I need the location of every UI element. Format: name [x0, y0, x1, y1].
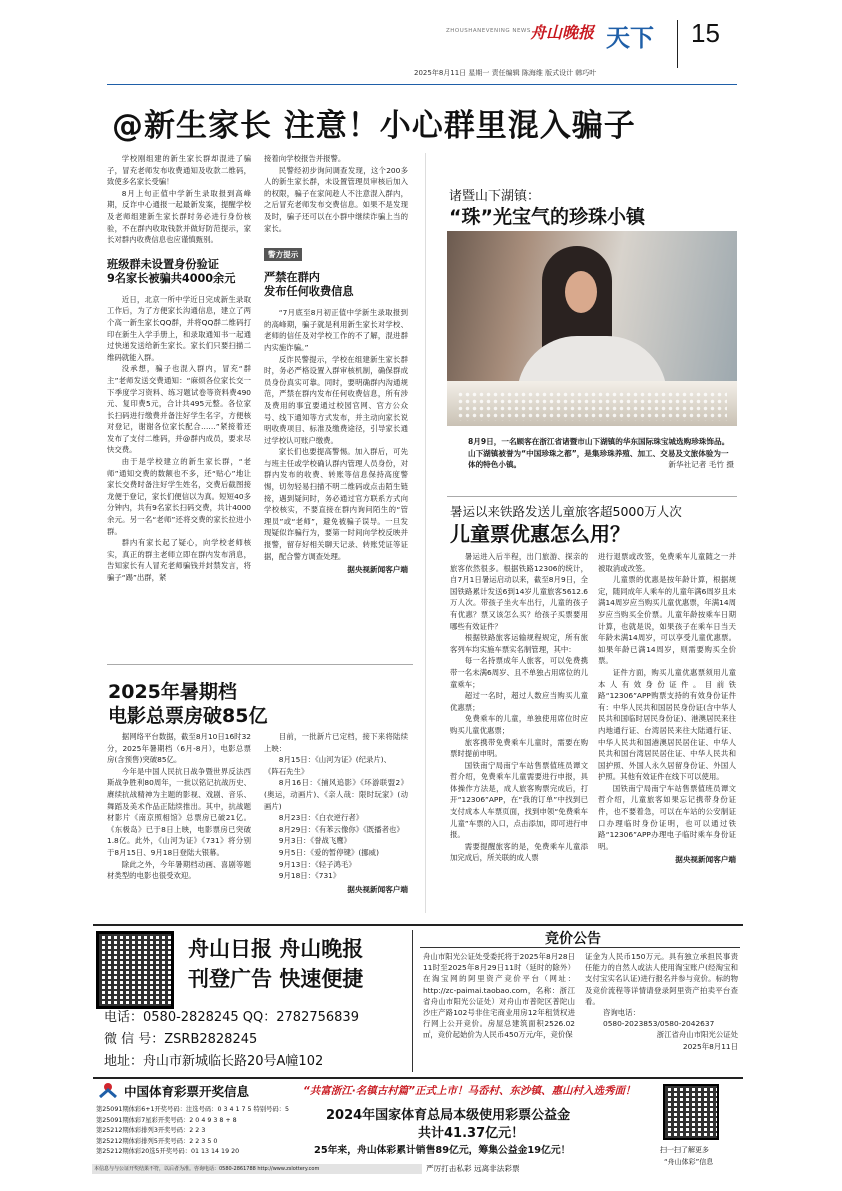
- paragraph: 民警经初步询问调查发现，这个200多人的新生家长群，未设置管理员审核后加入的权限，骗子在家间趁人不注意混入群内，之后冒充老师发布交费信息。如果不是发现及时，骗子还可以在小群中继续诈骗上当的家长。: [264, 165, 408, 233]
- auction-rule: [420, 947, 740, 948]
- lottery-result-row: 第25091期体彩7星彩开奖号码：2 0 4 9 3 8 + 8: [96, 1116, 237, 1124]
- ad-address: 地址：舟山市新城临长路20号A幢102: [104, 1054, 324, 1069]
- main-headline: @新生家长 注意！小心群里混入骗子: [112, 108, 636, 144]
- masthead-en: ZHOUSHANEVENING NEWS: [446, 28, 531, 34]
- photo-face: [565, 271, 597, 313]
- lottery-headline-2: 共计41.37亿元！: [418, 1126, 525, 1141]
- movie-top-rule: [107, 664, 413, 665]
- column-divider: [425, 153, 426, 913]
- qr-pattern: [665, 1086, 717, 1138]
- auction-phones: 0580-2023853/0580-2042637: [603, 1019, 715, 1029]
- subheading-1b: 9名家长被骗共4000余元: [107, 271, 236, 285]
- lottery-headline-1: 2024年国家体育总局本级使用彩票公益金: [326, 1108, 571, 1123]
- schedule-item: 8月15日：《山河为证》(纪录片)、: [278, 755, 392, 765]
- paragraph: “7月底至8月初正值中学新生录取报到的高峰期，骗子就是利用新生家长对学校、老师的信任及对学校工作的不了解，混进群内实施诈骗。”: [264, 308, 408, 352]
- ticket-top-rule: [447, 496, 737, 497]
- movie-title-2: 电影总票房破85亿: [108, 705, 268, 727]
- ad-qr-code[interactable]: [96, 931, 174, 1009]
- caption-text: 8月9日，一名顾客在浙江省诸暨市山下湖镇的华东国际珠宝城选购珍珠饰品。山下湖镇被誉为“中国珍珠之都”，是集珍珠养殖、加工、交易及文旅体验为一体的特色小镇。: [468, 437, 730, 470]
- auction-title: 竞价公告: [545, 931, 601, 947]
- schedule-item: 8月16日：《捕风追影》《环游联盟2》(奥运，动画片)、《亲人哉：限时玩家》(动画片): [264, 778, 408, 811]
- lottery-result-row: 第25212期体彩排列3开奖号码：2 2 3: [96, 1127, 206, 1135]
- article-source: 据央视新闻客户端: [347, 565, 408, 575]
- paragraph: 国铁南宁局南宁车站售票值班员谭文哲介绍，免费乘车儿童需要进行申报，具体操作方法是，成人旅客购票完成后，打开“12306”APP，在“我的订单”中找到已支付成本人车票页面，找到申领“免费乘车儿童”车票的入口，点击添加，即可进行申报。: [450, 760, 588, 840]
- page-number: 15: [691, 18, 720, 48]
- schedule-item: 8月29日：《有苯云像你》《既播者也》: [278, 824, 404, 834]
- lottery-result-row: 第25212期体彩排列5开奖号码：2 2 3 5 0: [96, 1137, 218, 1145]
- lottery-slogan: “共富浙江·名镇古村篇”正式上市！马岙村、东沙镇、惠山村入选秀面！: [303, 1085, 636, 1097]
- qr-pattern: [99, 934, 171, 1006]
- movie-source: 据央视新闻客户端: [347, 884, 408, 894]
- photo-pearls: [457, 391, 727, 421]
- section-name: 天下: [606, 23, 654, 52]
- ad-wechat: 微 信 号：ZSRB2828245: [104, 1032, 258, 1047]
- paragraph: 近日，北京一所中学近日完成新生录取工作后，为了方便家长沟通信息，建立了两个高一新生家长QQ群，并将QQ群二维码打印在新生入学手册上，和录取通知书一起通过快递发送给新生家长。家长们只要扫描二维码就能入群。: [107, 294, 251, 362]
- police-tip-tag: 警方提示: [264, 248, 302, 261]
- paragraph: 8月上旬正值中学新生录取报到高峰期，反诈中心通报一起最新发案，提醒学校及老师组建新生家长群时务必进行身份核验，不在群内收取钱款并做好防范提示，家长对群内收费信息也应谨慎甄别。: [107, 188, 251, 245]
- movie-col1: [107, 731, 251, 882]
- dateline: 2025年8月11日 星期一 责任编辑 陈海维 版式设计 韩巧叶: [414, 69, 597, 77]
- paragraph: 家长们也要提高警惕。加入群后，可先与班主任或学校确认群内管理人员身份，对群内发布的收费、转账等信息保持高度警惕，切勿轻易扫描不明二维码或点击陌生链接，遇到疑问时，务必通过官方联系方式向学校核实，不要直接在群内询问陌生的“管理员”或“老师”，避免被骗子误导。一旦发现疑似诈骗行为，要第一时间向学校反映并报警，留存好相关聊天记录、转账凭证等证据，配合警方调查处理。: [264, 447, 408, 561]
- ad-divider: [412, 930, 413, 1072]
- paragraph: 需要提醒旅客的是，免费乘车儿童添加完成后，所关联的成人票: [450, 841, 588, 863]
- ad-line1: 舟山日报 舟山晚报: [188, 937, 364, 961]
- movie-title-1: 2025年暑期档: [108, 681, 237, 703]
- ticket-title: 儿童票优惠怎么用？: [450, 522, 630, 546]
- paragraph: 超过一名时，超过人数应当购买儿童优惠票；: [450, 691, 588, 712]
- article-scam-col1: [107, 153, 251, 584]
- paragraph: 儿童票的优惠是按年龄计算，根据规定，随同成年人乘车的儿童年满6周岁且未满14周岁应当购买儿童优惠票，年满14周岁应当购买全价票。儿童年龄按乘车日期计算，也就是说，如果孩子在乘车日当天年龄未满14周岁，可以享受儿童优惠票。如果年龄已满14周岁，则需要购买全价票。: [598, 575, 736, 666]
- ticket-col2: [598, 551, 736, 865]
- paragraph: 旅客携带免费乘车儿童时，需要在购票时提前申明。: [450, 737, 588, 759]
- auction-org: 浙江省舟山市阳光公证处: [656, 1030, 738, 1040]
- paragraph: 反诈民警提示，学校在组建新生家长群时，务必严格设置入群审核机制，确保群成员身份真实可靠。同时，要明确群内沟通规范，严禁在群内发布任何收费信息，所有涉及费用的事宜要通过校园官网、官方公众号、线下通知等方式发布，并主动向家长说明收费项目、标准及缴费途径，引导家长通过学校认可账户缴费。: [264, 354, 408, 445]
- ads-top-rule: [93, 924, 743, 926]
- auction-contact: 咨询电话：: [603, 1008, 640, 1018]
- paragraph: 进行退票或改签，免费乘车儿童随之一并被取消或改签。: [598, 552, 736, 573]
- article-scam-col2: [264, 153, 408, 575]
- schedule-item: 9月18日：《731》: [278, 871, 341, 881]
- paragraph: 免费乘车的儿童，单独使用席位时应购买儿童优惠票；: [450, 714, 588, 735]
- auction-paragraph: 证金为人民币150万元。具有独立承担民事责任能力的自然人或法人使用淘宝账户(经淘宝和支付宝实名认证)进行报名并参与竞价。标的物及竞价流程等详情请登录阿里资产拍卖平台查看。: [585, 952, 738, 1006]
- paragraph: 除此之外，今年暑期档动画、喜剧等题材类型的电影也很受欢迎。: [107, 859, 251, 881]
- paragraph: 学校刚组建的新生家长群却混进了骗子，冒充老师发布收费通知及收款二维码，致使多名家长受骗！: [107, 154, 251, 187]
- pearl-photo: [447, 231, 737, 426]
- paragraph: 据网络平台数据，截至8月10日16时32分，2025年暑期档（6月-8月），电影总票房(含预售)突破85亿。: [107, 732, 251, 765]
- paragraph: 根据铁路旅客运输规程规定，所有旅客列车均实施车票实名制管理，其中：: [450, 633, 588, 654]
- pearl-kicker: 诸暨山下湖镇：: [449, 189, 541, 204]
- schedule-item: 《阵石先生》: [264, 766, 309, 776]
- pearl-caption: [468, 436, 734, 471]
- ticket-source: 据央视新闻客户端: [675, 855, 736, 865]
- schedule-item: 8月23日：《白衣逆行者》: [278, 813, 364, 823]
- subheading-2a: 严禁在群内: [264, 271, 320, 285]
- lottery-footer: 本信息与与公证开奖结果不符，以后者为准。咨询电话：0580-2861788 http://www.zslottery.com: [92, 1164, 422, 1174]
- subheading-1a: 班级群未设置身份验证: [107, 257, 219, 271]
- lottery-warning: 严厉打击私彩 远离非法彩票: [426, 1164, 520, 1173]
- schedule-item: 9月3日：《誉战飞鹰》: [278, 836, 352, 846]
- ad-line2: 刊登广告 快速便捷: [188, 967, 364, 991]
- lottery-qr-note-2: “舟山体彩”信息: [664, 1158, 714, 1166]
- schedule-item: 9月5日：《爱的暂停键》(挪威): [278, 847, 379, 857]
- auction-date: 2025年8月11日: [682, 1041, 738, 1051]
- photo-credit: 新华社记者 毛竹 摄: [668, 460, 734, 470]
- lottery-qr-note-1: 扫一扫了解更多: [660, 1146, 709, 1154]
- paragraph: 国铁南宁局南宁车站售票值班员谭文哲介绍，儿童旅客如果忘记携带身份证件，也不要着急，可以在车站的公安制证口办理临时身份证明，也可以通过铁路“12306”APP办理电子临时乘车身份证明。: [598, 783, 736, 851]
- paragraph: 暑运进入后半程，出门旅游、探亲的旅客依然很多。根据铁路12306的统计，自7月1日暑运启动以来，截至8月9日，全国铁路累计发送6到14岁儿童旅客5612.6万人次。带孩子坐火车出行，儿童的孩子有优惠？票又该怎么买？给孩子买票要用哪些有效证件？: [450, 552, 588, 631]
- paragraph: 目前，一批新片已定档，接下来将陆续上映：: [264, 732, 408, 753]
- paragraph: 证件方面，购买儿童优惠票须用儿童本人有效身份证件。目前铁路“12306”APP购票支持的有效身份证件有：中华人民共和国居民身份证(含中华人民共和国临时居民身份证)、港澳居民来往内地通行证、台湾居民来往大陆通行证、中华人民共和国港澳居民居住证、中华人民共和国台湾居民居住证、中华人民共和国护照、外国人永久居留身份证、外国人护照。其他有效证件在线下可以使用。: [598, 667, 736, 782]
- paragraph: 今年是中国人民抗日战争暨世界反法西斯战争胜利80周年，一批以铭记抗战历史、赓续抗战精神为主题的影视、戏剧、音乐、舞蹈及美术作品正陆续推出。其中，抗战题材影片《南京照相馆》总票房已破21亿。《东极岛》已于8日上映，电影票房已突破1.8亿。此外，《山河为证》《731》将分别于8月15日、9月18日登陆大银幕。: [107, 766, 251, 857]
- paragraph: 每一名持票成年人旅客，可以免费携带一名未满6周岁、且不单独占用席位的儿童乘车；: [450, 656, 588, 689]
- lottery-headline-3: 25年来，舟山体彩累计销售89亿元，筹集公益金19亿元！: [314, 1145, 571, 1156]
- schedule-item: 9月13日：《轻子鸿毛》: [278, 859, 356, 869]
- header-rule: [107, 84, 737, 85]
- ad-phone: 电话：0580-2828245 QQ：2782756839: [104, 1010, 359, 1025]
- newspaper-logo: 舟山晚报: [530, 23, 595, 42]
- lottery-results: [96, 1105, 314, 1158]
- auction-text-1: 舟山市阳光公证处受委托将于2025年8月28日11时至2025年8月29日11时（延时的除外）在淘宝网的阿里资产竞价平台（网址：http://zc-paimai.taobao.com，名称：浙江省舟山市阳光公证处）对舟山市普陀区普陀山沙庄产路102号非住宅商业用房12年租赁权进行网上公开竞价。房屋总建筑面积2526.02㎡，竞价起始价为人民币450万元/年，竞价保: [423, 952, 575, 1040]
- auction-text-2: [585, 951, 738, 1052]
- ticket-col1: [450, 551, 588, 864]
- lottery-title: 中国体育彩票开奖信息: [124, 1084, 250, 1099]
- paragraph: 没承想，骗子也混入群内，冒充“群主”老师发送交费通知：“麻烦各位家长交一下季度学习资料、练习题试卷等资料费490元、复印费5元，合计共495元整。各位家长扫码进行缴费并备注好学生名字，方便核对登记，谢谢各位家长配合……”紧接着还发布了支付二维码，并@群内成员，要求尽快交费。: [107, 364, 251, 455]
- ticket-kicker: 暑运以来铁路发送儿童旅客超5000万人次: [450, 504, 682, 519]
- header-divider: [677, 20, 678, 68]
- lottery-top-rule: [93, 1077, 743, 1079]
- lottery-result-row: 第25091期体彩6+1开奖号码：注选号码：0 3 4 1 7 5 特别号码：5: [96, 1106, 290, 1113]
- paragraph: 由于是学校建立的新生家长群，“老师”通知交费的数额也不多，还“贴心”地让家长交费时备注好学生姓名，交费后截图接龙便于登记，家长们便信以为真。短短40多分钟内，共有9名家长扫码交费，共计4000余元。另一名“老师”还将交费的家长拉进小群。: [107, 457, 251, 536]
- movie-col2: [264, 731, 408, 895]
- lottery-result-row: 第25212期体彩20选5开奖号码：01 13 14 19 20: [96, 1148, 240, 1156]
- paragraph: 群内有家长起了疑心，向学校老师核实，真正的群主老师立即在群内发布消息，告知家长有人冒充老师骗钱并封禁发言，将骗子“踢”出群，紧: [107, 538, 251, 582]
- lottery-qr-code[interactable]: [663, 1084, 719, 1140]
- paragraph: 接着向学校报告并报警。: [264, 154, 346, 163]
- subheading-2b: 发布任何收费信息: [264, 285, 354, 299]
- pearl-title: “珠”光宝气的珍珠小镇: [449, 206, 645, 228]
- lottery-logo-icon: [98, 1082, 118, 1098]
